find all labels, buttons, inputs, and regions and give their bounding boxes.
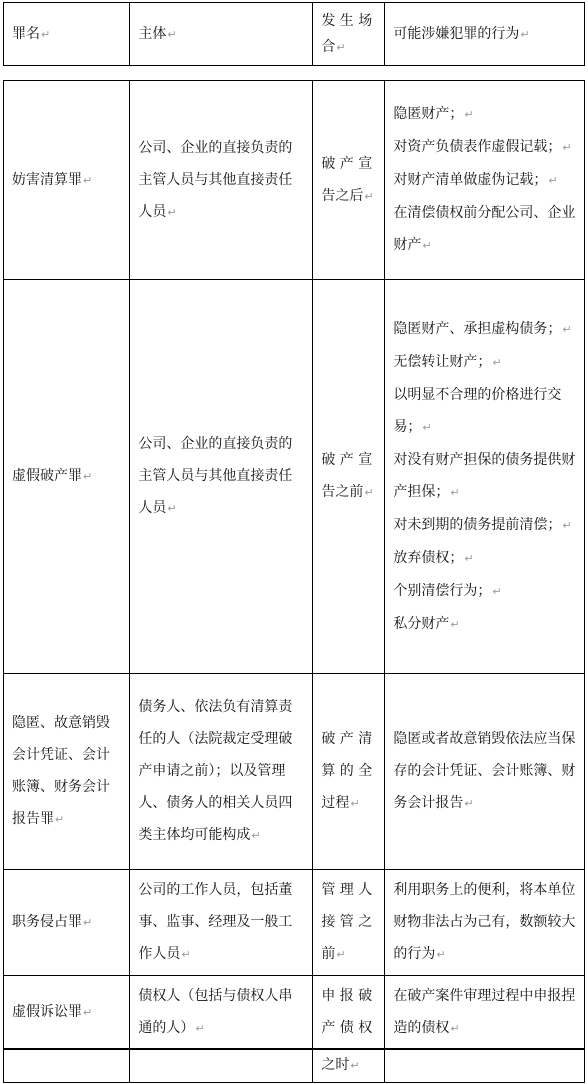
behavior-item: 隐匿财产；↵ — [393, 106, 474, 122]
header-table — [3, 2, 585, 66]
header-occasion: 发 生 场合↵ — [313, 3, 385, 66]
occasion-cell: 申 报 破产 债 权 — [313, 976, 385, 1050]
subject-cell: 公司、企业的直接负责的主管人员与其他直接责任人员↵ — [130, 280, 313, 674]
crime-table — [3, 80, 585, 1050]
table-row — [4, 870, 585, 976]
crime-name: 妨害清算罪↵ — [4, 81, 130, 280]
subject-cell: 债权人（包括与债权人串通的人）↵ — [130, 976, 313, 1050]
subject-cell — [130, 1049, 313, 1083]
header-subject: 主体↵ — [130, 3, 313, 66]
behavior-cell: 在破产案件审理过程中申报捏造的债权↵ — [385, 976, 585, 1050]
crime-name — [4, 1049, 130, 1083]
behavior-item: 对未到期的债务提前清偿；↵ — [393, 516, 572, 533]
crime-name: 虚假诉讼罪↵ — [4, 976, 130, 1050]
occasion-cell: 破 产 宣告之前↵ — [313, 280, 385, 674]
crime-name: 职务侵占罪↵ — [4, 870, 130, 976]
behavior-item: 个别清偿行为；↵ — [393, 582, 502, 599]
behavior-cell: 利用职务上的便利，将本单位财物非法占为己有，数额较大的行为↵ — [385, 870, 585, 976]
crime-name: 隐匿、故意销毁会计凭证、会计账簿、财务会计报告罪↵ — [4, 674, 130, 870]
behavior-item: 对没有财产担保的债务提供财产担保；↵ — [393, 451, 576, 500]
behavior-item: 无偿转让财产；↵ — [393, 353, 502, 370]
occasion-cell: 破 产 清算 的 全过程↵ — [313, 674, 385, 870]
table-row — [4, 81, 585, 280]
subject-cell: 公司、企业的直接负责的主管人员与其他直接责任人员↵ — [130, 81, 313, 280]
table-row — [4, 976, 585, 1050]
continuation-table — [3, 1048, 585, 1083]
behavior-cell — [385, 280, 585, 674]
occasion-cell: 之时↵ — [313, 1049, 385, 1083]
header-crime: 罪名↵ — [4, 3, 130, 66]
behavior-cell: 隐匿或者故意销毁依法应当保存的会计凭证、会计账簿、财务会计报告↵ — [385, 674, 585, 870]
behavior-item: 对资产负债表作虚假记载；↵ — [393, 139, 572, 155]
subject-cell: 债务人、依法负有清算责任的人（法院裁定受理破产申请之前）；以及管理人、债务人的相关人员四类主体均可能构成↵ — [130, 674, 313, 870]
occasion-cell: 管 理 人接 管 之前↵ — [313, 870, 385, 976]
behavior-item: 对财产清单做虚伪记载；↵ — [393, 172, 558, 188]
behavior-item: 放弃债权；↵ — [393, 549, 474, 566]
table-row — [4, 1049, 585, 1083]
subject-cell: 公司的工作人员，包括董事、监事、经理及一般工作人员↵ — [130, 870, 313, 976]
behavior-item: 在清偿债权前分配公司、企业财产↵ — [393, 205, 576, 253]
table-row — [4, 674, 585, 870]
table-row — [4, 280, 585, 674]
crime-name: 虚假破产罪↵ — [4, 280, 130, 674]
behavior-cell — [385, 1049, 585, 1083]
behavior-cell — [385, 81, 585, 280]
behavior-item: 私分财产↵ — [393, 615, 460, 632]
header-row — [4, 3, 585, 66]
behavior-item: 隐匿财产、承担虚构债务；↵ — [393, 320, 572, 337]
behavior-item: 以明显不合理的价格进行交易；↵ — [393, 386, 562, 435]
occasion-cell: 破 产 宣告之后↵ — [313, 81, 385, 280]
header-behavior: 可能涉嫌犯罪的行为↵ — [385, 3, 585, 66]
